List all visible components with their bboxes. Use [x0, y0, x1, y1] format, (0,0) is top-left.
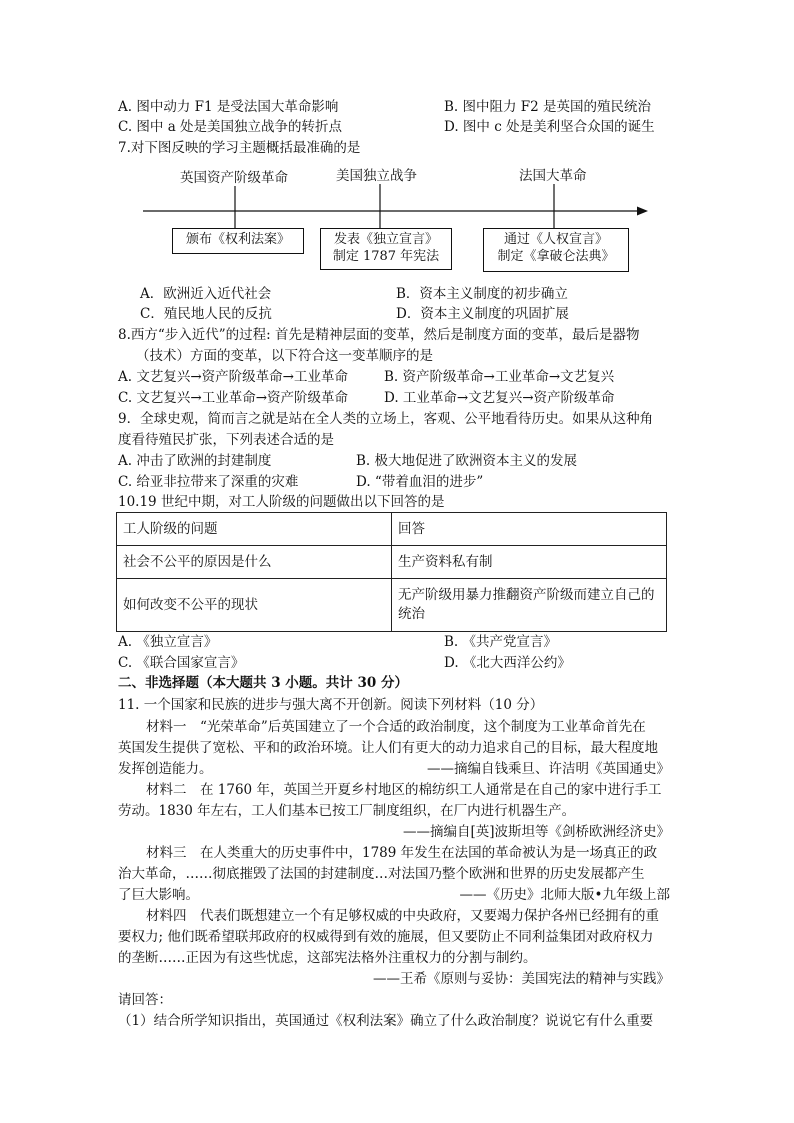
- q7-option-d: D．资本主义制度的巩固扩展: [396, 306, 569, 322]
- table-cell: 回答: [392, 513, 667, 546]
- box3-text-2: 制定《拿破仑法典》: [497, 249, 615, 264]
- table-row: [117, 546, 667, 579]
- box3-text-1: 通过《人权宣言》: [503, 232, 608, 247]
- material1-source: ——摘编自钱乘旦、许洁明《英国通史》: [427, 761, 670, 777]
- material3-line2: 治大革命，……彻底摧毁了法国的封建制度…对法国乃整个欧洲和世界的历史发展都产生: [118, 866, 645, 882]
- material4-source: ——王希《原则与妥协：美国宪法的精神与实践》: [373, 971, 670, 987]
- q10-stem: 10.19 世纪中期，对工人阶级的问题做出以下回答的是: [118, 494, 445, 510]
- q8-option-a: A. 文艺复兴→资产阶级革命→工业革命: [118, 369, 348, 385]
- material1-line1: 材料一 “光荣革命”后英国建立了一个合适的政治制度，这个制度为工业革命首先在: [146, 719, 646, 735]
- q7-stem: 7.对下图反映的学习主题概括最准确的是: [118, 140, 361, 156]
- material1-line2: 英国发生提供了宽松、平和的政治环境。让人们有更大的动力追求自己的目标，最大程度地: [118, 740, 658, 756]
- q8-option-d: D. 工业革命→文艺复兴→资产阶级革命: [384, 390, 615, 406]
- q9-option-a: A. 冲击了欧洲的封建制度: [118, 453, 272, 469]
- table-cell: 社会不公平的原因是什么: [117, 546, 392, 579]
- material3-source: ——《历史》北师大版•九年级上部: [459, 887, 670, 903]
- q7-option-c: C．殖民地人民的反抗: [140, 306, 272, 322]
- box2-text-1: 发表《独立宣言》: [333, 232, 438, 247]
- q9-stem-line2: 度看待殖民扩张，下列表述合适的是: [118, 432, 334, 448]
- q6-option-b: B. 图中阻力 F2 是英国的殖民统治: [444, 99, 652, 115]
- q10-table: [116, 512, 667, 632]
- timeline-box-bill-of-rights: [172, 228, 304, 254]
- material2-line2: 劳动。1830 年左右，工人们基本已按工厂制度组织，在厂内进行机器生产。: [118, 803, 576, 819]
- table-cell: 无产阶级用暴力推翻资产阶级而建立自己的统治: [392, 579, 667, 632]
- q8-option-b: B. 资产阶级革命→工业革命→文艺复兴: [384, 369, 615, 385]
- material3-line1: 材料三 在人类重大的历史事件中，1789 年发生在法国的革命被认为是一场真正的政: [146, 845, 658, 861]
- q10-option-a: A. 《独立宣言》: [118, 634, 218, 650]
- q8-option-c: C. 文艺复兴→工业革命→资产阶级革命: [118, 390, 349, 406]
- q6-option-d: D. 图中 c 处是美利坚合众国的诞生: [444, 119, 655, 135]
- q11-stem: 11. 一个国家和民族的进步与强大离不开创新。阅读下列材料（10 分）: [118, 697, 544, 713]
- q9-stem-line1: 9．全球史观，简而言之就是站在全人类的立场上，客观、公平地看待历史。如果从这种角: [118, 411, 654, 427]
- table-cell: 生产资料私有制: [392, 546, 667, 579]
- timeline-box-rights-of-man: [483, 228, 629, 272]
- q8-stem-line1: 8.西方“步入近代”的过程: 首先是精神层面的变革，然后是制度方面的变革，最后是器物: [118, 327, 640, 343]
- q11-subquestion-1: （1）结合所学知识指出，英国通过《权利法案》确立了什么政治制度？说说它有什么重要: [118, 1013, 654, 1029]
- box1-text: 颁布《权利法案》: [185, 232, 290, 247]
- table-row: [117, 579, 667, 632]
- table-row: [117, 513, 667, 546]
- material2-source: ——摘编自[英]波斯坦等《剑桥欧洲经济史》: [402, 824, 670, 840]
- q10-option-c: C. 《联合国家宣言》: [118, 655, 245, 671]
- table-cell: 如何改变不公平的现状: [117, 579, 392, 632]
- timeline-event-american-war: 美国独立战争: [336, 168, 417, 184]
- q6-option-a: A. 图中动力 F1 是受法国大革命影响: [118, 99, 339, 115]
- section-heading: 二、非选择题（本大题共 3 小题。共计 30 分）: [118, 675, 408, 691]
- material4-line1: 材料四 代表们既想建立一个有足够权威的中央政府，又要竭力保护各州已经拥有的重: [146, 908, 659, 924]
- q10-option-d: D. 《北大西洋公约》: [444, 655, 571, 671]
- material1-line3: 发挥创造能力。: [118, 761, 213, 777]
- timeline-box-declaration-independence: [320, 228, 452, 270]
- material4-line2: 要权力; 他们既希望联邦政府的权威得到有效的施展，但又要防止不同利益集团对政府权力: [118, 929, 654, 945]
- q11-ask: 请回答：: [118, 992, 172, 1008]
- material4-line3: 的垄断……正因为有这些忧虑，这部宪法格外注重权力的分割与制约。: [118, 950, 537, 966]
- q8-stem-line2: （技术）方面的变革，以下符合这一变革顺序的是: [136, 348, 433, 364]
- q7-option-b: B．资本主义制度的初步确立: [396, 286, 568, 302]
- q6-option-c: C. 图中 a 处是美国独立战争的转折点: [118, 119, 343, 135]
- q9-option-c: C. 给亚非拉带来了深重的灾难: [118, 474, 299, 490]
- material3-line3: 了巨大影响。: [118, 887, 199, 903]
- table-cell: 工人阶级的问题: [117, 513, 392, 546]
- timeline-event-french-revolution: 法国大革命: [519, 168, 587, 184]
- q7-option-a: A．欧洲近入近代社会: [140, 286, 272, 302]
- material2-line1: 材料二 在 1760 年，英国兰开夏乡村地区的棉纺织工人通常是在自己的家中进行手工: [146, 782, 662, 798]
- timeline-event-english-revolution: 英国资产阶级革命: [180, 170, 288, 186]
- box2-text-2: 制定 1787 年宪法: [332, 249, 440, 264]
- q10-option-b: B. 《共产党宣言》: [444, 634, 558, 650]
- q9-option-b: B. 极大地促进了欧洲资本主义的发展: [356, 453, 578, 469]
- q9-option-d: D. “带着血泪的进步”: [356, 474, 484, 490]
